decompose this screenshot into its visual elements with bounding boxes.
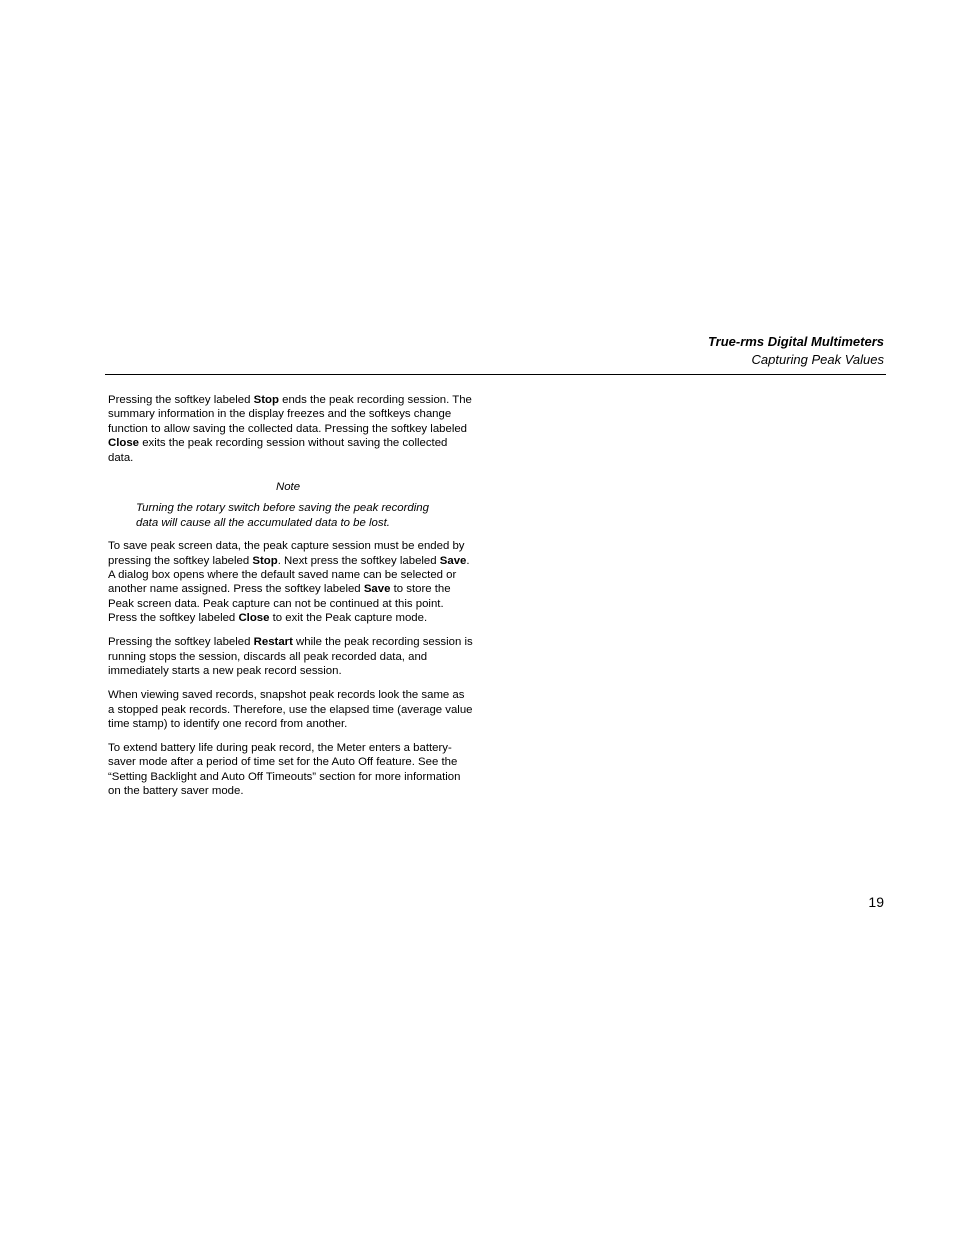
text-run: to exit the Peak capture mode. (269, 612, 428, 625)
text-run: . Next press the softkey labeled (277, 554, 440, 567)
text-run: ends the peak recording session. The summary information in the display freezes and the softkeys change function to allow saving the collected data. Pressing the softkey labeled (108, 394, 472, 435)
paragraph-restart (108, 635, 473, 678)
text-run: . A dialog box opens where the default saved name can be selected or another name assigned. Press the softkey labeled (108, 554, 470, 596)
text-run: Pressing the softkey labeled (108, 636, 254, 649)
running-header (708, 333, 884, 369)
softkey-stop-label: Stop (253, 394, 279, 406)
text-run: while the peak recording session is running stops the session, discards all peak recorded data, and immediately starts a new peak record session. (108, 636, 473, 678)
text-run: Pressing the softkey labeled (108, 394, 254, 406)
softkey-restart-label: Restart (253, 636, 293, 649)
header-title: True-rms Digital Multimeters (707, 334, 884, 349)
paragraph-saved-records: When viewing saved records, snapshot peak records look the same as a stopped peak records. Therefore, use the elapsed time (average value time stamp) to identify one record from another. (108, 689, 473, 730)
softkey-stop-label: Stop (252, 554, 278, 567)
softkey-save-label: Save (363, 583, 391, 596)
header-subtitle: Capturing Peak Values (751, 352, 884, 367)
paragraph-battery-saver: To extend battery life during peak record, the Meter enters a battery-saver mode after a period of time set for the Auto Off feature. See the “Setting Backlight and Auto Off Timeouts” section for more information on the battery saver mode. (108, 741, 461, 798)
paragraph-stop-close (108, 393, 473, 465)
paragraph-save (108, 539, 473, 625)
text-run: to store the Peak screen data. Peak capture can not be continued at this point. Press the softkey labeled (108, 583, 451, 625)
note-text: Turning the rotary switch before saving the peak recording data will cause all the accumulated data to be lost. (136, 502, 429, 529)
softkey-close-label: Close (108, 437, 140, 450)
body-text (108, 393, 473, 808)
text-run: To save peak screen data, the peak capture session must be ended by pressing the softkey labeled (108, 540, 465, 567)
header-rule (105, 374, 886, 375)
softkey-save-label: Save (439, 554, 467, 567)
text-run: exits the peak recording session without saving the collected data. (108, 437, 448, 464)
note-heading: Note (275, 481, 301, 494)
page-number: 19 (868, 894, 884, 910)
softkey-close-label: Close (238, 612, 270, 625)
